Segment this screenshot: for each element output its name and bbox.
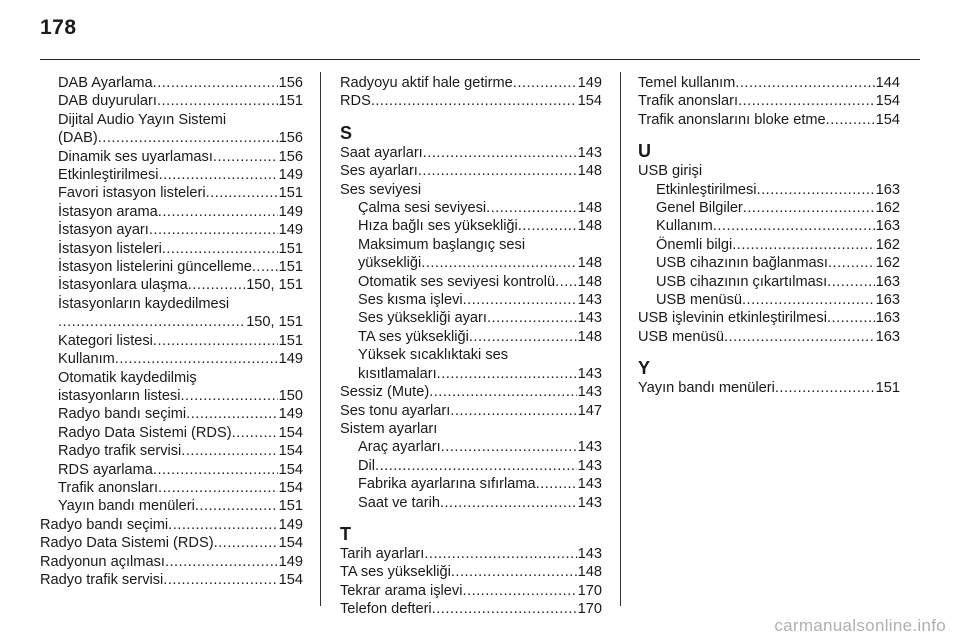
page-reference[interactable]: 170 (577, 582, 602, 599)
entry-text: Ses seviyesi (340, 181, 422, 198)
page-reference[interactable]: 154 (278, 535, 303, 552)
index-column-2 (340, 74, 602, 619)
index-entry (638, 273, 900, 291)
entry-text: Otomatik kaydedilmiş (58, 369, 197, 386)
index-entry (40, 553, 303, 571)
index-entry (340, 92, 602, 110)
index-entry (638, 181, 900, 199)
entry-text: Radyo trafik servisi (58, 443, 182, 460)
page-reference[interactable]: 148 (577, 163, 602, 180)
dot-leader (775, 379, 875, 397)
index-entry (340, 383, 602, 401)
dot-leader (437, 365, 577, 383)
index-entry (340, 74, 602, 92)
column-divider (620, 72, 621, 606)
entry-text: Ses kısma işlevi (358, 292, 463, 309)
page-reference[interactable]: 163 (875, 292, 900, 309)
entry-text: Saat ayarları (340, 144, 423, 161)
page-reference[interactable]: 162 (875, 200, 900, 217)
entry-text: Trafik anonslarını bloke etme (638, 111, 826, 128)
entry-text: Radyo bandı seçimi (40, 516, 169, 533)
entry-text: Ses yüksekliği ayarı (358, 310, 487, 327)
index-entry (40, 479, 303, 497)
page-reference[interactable]: 156 (278, 148, 303, 165)
index-entry (40, 111, 303, 148)
index-entry (638, 379, 900, 397)
index-entry (340, 545, 602, 563)
page-reference[interactable]: 149 (278, 203, 303, 220)
page-reference[interactable]: 151 (875, 380, 900, 397)
page-reference[interactable]: 163 (875, 310, 900, 327)
dot-leader (195, 497, 278, 515)
entry-text: Favori istasyon listeleri (58, 185, 206, 202)
dot-leader (429, 383, 576, 401)
entry-text: Radyonun açılması (40, 553, 165, 570)
dot-leader (827, 273, 875, 291)
page-reference[interactable]: 151 (278, 240, 303, 257)
index-entry (638, 199, 900, 217)
index-entry (638, 291, 900, 309)
index-entry (340, 582, 602, 600)
index-column-3 (638, 74, 900, 398)
index-entry (40, 74, 303, 92)
page-reference[interactable]: 149 (278, 553, 303, 570)
entry-text: Ses ayarları (340, 163, 418, 180)
page-reference[interactable]: 154 (875, 93, 900, 110)
page-reference[interactable]: 149 (278, 406, 303, 423)
index-entry (340, 438, 602, 456)
dot-leader (180, 387, 277, 405)
page-reference[interactable]: 143 (577, 545, 602, 562)
index-column-1 (40, 74, 303, 589)
page-reference[interactable]: 154 (278, 461, 303, 478)
dot-leader (158, 479, 278, 497)
page-reference[interactable]: 156 (278, 130, 303, 147)
index-entry (40, 369, 303, 406)
page-reference[interactable]: 143 (577, 365, 602, 382)
page-reference[interactable]: 143 (577, 144, 602, 161)
index-entry (40, 92, 303, 110)
index-entry (40, 148, 303, 166)
page-reference[interactable]: 149 (278, 351, 303, 368)
entry-text: Trafik anonsları (638, 93, 739, 110)
entry-text: Önemli bilgi (656, 236, 733, 253)
index-entry (638, 111, 900, 129)
index-entry (340, 309, 602, 327)
dot-leader (735, 74, 874, 92)
dot-leader (462, 582, 576, 600)
index-entry (340, 346, 602, 383)
index-entry (340, 217, 602, 235)
index-entry (40, 332, 303, 350)
page-reference[interactable]: 170 (577, 601, 602, 618)
dot-leader (518, 217, 577, 235)
entry-text: Sistem ayarları (340, 420, 438, 437)
entry-text: Etkinleştirilmesi (58, 167, 159, 184)
index-entry (40, 405, 303, 423)
index-entry (638, 74, 900, 92)
entry-text: USB menüsü (638, 328, 724, 345)
page-reference[interactable]: 147 (577, 402, 602, 419)
dot-leader (186, 405, 277, 423)
entry-text: Temel kullanım (638, 75, 736, 91)
entry-text: Hıza bağlı ses yüksekliği (358, 218, 518, 235)
dot-leader (469, 328, 577, 346)
index-entry (340, 144, 602, 162)
entry-text: RDS ayarlama (58, 461, 153, 478)
index-letter-heading: T (340, 523, 351, 544)
index-letter-heading: S (340, 122, 353, 143)
index-entry (638, 217, 900, 235)
watermark: carmanualsonline.info (774, 616, 946, 635)
dot-leader (232, 424, 278, 442)
index-entry (638, 309, 900, 327)
dot-leader (555, 273, 577, 291)
entry-text: Yayın bandı menüleri (638, 380, 775, 397)
entry-text: Tekrar arama işlevi (340, 582, 463, 599)
dot-leader (157, 92, 278, 110)
entry-text: İstasyonlara ulaşma (58, 277, 188, 294)
page-reference[interactable]: 148 (577, 218, 602, 235)
entry-text: Fabrika ayarlarına sıfırlama (358, 476, 536, 493)
page-reference[interactable]: 151 (278, 498, 303, 515)
dot-leader (159, 166, 278, 184)
entry-text: DAB duyuruları (58, 93, 157, 110)
page-reference[interactable]: 149 (278, 516, 303, 533)
index-entry (40, 203, 303, 221)
index-entry (40, 166, 303, 184)
page-reference[interactable]: 163 (875, 328, 900, 345)
index-entry (340, 494, 602, 512)
dot-leader (450, 402, 576, 420)
entry-text: Radyo Data Sistemi (RDS) (40, 535, 214, 552)
index-entry (40, 258, 303, 276)
entry-text: Telefon defteri (340, 601, 432, 618)
index-entry (40, 221, 303, 239)
page-reference[interactable]: 149 (577, 75, 602, 91)
dot-leader (421, 254, 576, 272)
dot-leader (743, 199, 875, 217)
page-reference[interactable]: 151 (278, 93, 303, 110)
dot-leader (181, 442, 277, 460)
entry-text: İstasyon listelerini güncelleme (58, 259, 252, 276)
page-reference[interactable]: 143 (577, 384, 602, 401)
dot-leader (738, 92, 875, 110)
entry-text: istasyonların listesi (58, 387, 181, 404)
entry-text: Araç ayarları (358, 439, 441, 456)
entry-text: Sessiz (Mute) (340, 384, 430, 401)
dot-leader (153, 461, 278, 479)
page-reference[interactable]: 150, 151 (246, 314, 303, 331)
entry-text: Kullanım (58, 351, 115, 368)
entry-text: (DAB) (58, 130, 98, 147)
entry-text: Maksimum başlangıç sesi (358, 236, 526, 253)
dot-leader (158, 203, 278, 221)
entry-text: RDS (340, 93, 371, 110)
page-reference[interactable]: 144 (875, 75, 900, 91)
entry-text: TA ses yüksekliği (340, 564, 451, 581)
dot-leader (153, 74, 278, 92)
index-entry (638, 328, 900, 346)
dot-leader (463, 291, 577, 309)
page-reference[interactable]: 148 (577, 564, 602, 581)
entry-text: USB cihazının bağlanması (656, 255, 828, 272)
index-letter-heading: U (638, 141, 651, 162)
dot-leader (252, 258, 278, 276)
index-entry (40, 516, 303, 534)
index-entry (340, 199, 602, 217)
entry-text: İstasyon arama (58, 203, 158, 220)
index-entry (340, 457, 602, 475)
index-entry (40, 571, 303, 589)
page-reference[interactable]: 143 (577, 494, 602, 511)
entry-text: Dinamik ses uyarlaması (58, 148, 213, 165)
dot-leader (826, 111, 875, 129)
page-reference[interactable]: 149 (278, 167, 303, 184)
index-entry (638, 162, 900, 180)
index-entry (340, 600, 602, 618)
page-reference[interactable]: 143 (577, 310, 602, 327)
index-entry (40, 240, 303, 258)
index-entry (638, 254, 900, 272)
dot-leader (214, 534, 278, 552)
entry-text: Radyoyu aktif hale getirme (340, 75, 513, 91)
entry-text: Genel Bilgiler (656, 200, 743, 217)
page-reference[interactable]: 163 (875, 181, 900, 198)
entry-text: DAB Ayarlama (58, 75, 153, 91)
entry-text: USB girişi (638, 163, 703, 180)
entry-text: USB menüsü (656, 292, 742, 309)
index-entry (340, 273, 602, 291)
page-reference[interactable]: 154 (278, 443, 303, 460)
page-reference[interactable]: 148 (577, 273, 602, 290)
dot-leader (206, 184, 278, 202)
entry-text: USB cihazının çıkartılması (656, 273, 828, 290)
dot-leader (168, 516, 277, 534)
dot-leader (757, 181, 875, 199)
index-entry (340, 181, 602, 199)
index-entry (40, 442, 303, 460)
dot-leader (423, 144, 577, 162)
entry-text: TA ses yüksekliği (358, 328, 469, 345)
dot-leader (451, 563, 577, 581)
entry-text: Çalma sesi seviyesi (358, 200, 487, 217)
page-reference[interactable]: 156 (278, 75, 303, 91)
index-entry (340, 291, 602, 309)
index-entry (40, 276, 303, 294)
dot-leader (188, 276, 245, 294)
entry-text: Ses tonu ayarları (340, 402, 451, 419)
page-reference[interactable]: 151 (278, 332, 303, 349)
page-reference[interactable]: 154 (278, 571, 303, 588)
index-entry (638, 236, 900, 254)
dot-leader (828, 254, 875, 272)
page-reference[interactable]: 148 (577, 328, 602, 345)
header-rule (40, 59, 920, 60)
index-entry (340, 162, 602, 180)
dot-leader (418, 162, 577, 180)
page-reference[interactable]: 151 (278, 185, 303, 202)
dot-leader (213, 148, 278, 166)
dot-leader (165, 553, 278, 571)
dot-leader (98, 129, 278, 147)
page-reference[interactable]: 162 (875, 236, 900, 253)
index-letter-heading: Y (638, 358, 651, 379)
dot-leader (375, 457, 577, 475)
dot-leader (827, 309, 875, 327)
entry-text: Yüksek sıcaklıktaki ses (358, 347, 509, 364)
page-number: 178 (40, 16, 77, 39)
page-reference[interactable]: 150 (278, 387, 303, 404)
index-entry (638, 92, 900, 110)
page-reference[interactable]: 143 (577, 292, 602, 309)
page-reference[interactable]: 154 (577, 93, 602, 110)
page-reference[interactable]: 150, 151 (246, 277, 303, 294)
dot-leader (371, 92, 577, 110)
dot-leader (162, 240, 278, 258)
dot-leader (424, 545, 576, 563)
index-entry (40, 184, 303, 202)
index-entry (40, 461, 303, 479)
index-entry (340, 236, 602, 273)
entry-text: Kullanım (656, 218, 713, 235)
entry-text: Radyo Data Sistemi (RDS) (58, 424, 232, 441)
index-entry (40, 534, 303, 552)
page-reference[interactable]: 143 (577, 457, 602, 474)
page-reference[interactable]: 163 (875, 218, 900, 235)
column-divider (320, 72, 321, 606)
index-entry (340, 402, 602, 420)
page-reference[interactable]: 148 (577, 255, 602, 272)
dot-leader (513, 74, 577, 92)
index-entry (40, 295, 303, 332)
entry-text: Tarih ayarları (340, 545, 425, 562)
entry-text: İstasyon ayarı (58, 222, 149, 239)
entry-text: Kategori listesi (58, 332, 153, 349)
page-reference[interactable]: 154 (278, 479, 303, 496)
entry-text: Radyo bandı seçimi (58, 406, 187, 423)
index-entry (340, 328, 602, 346)
entry-text: Trafik anonsları (58, 479, 159, 496)
entry-text: Dil (358, 457, 376, 474)
entry-text: Yayın bandı menüleri (58, 498, 195, 515)
page-reference[interactable]: 143 (577, 476, 602, 493)
page-reference[interactable]: 162 (875, 255, 900, 272)
entry-text: Dijital Audio Yayın Sistemi (58, 111, 227, 128)
dot-leader (153, 332, 278, 350)
page-reference[interactable]: 154 (875, 111, 900, 128)
page-reference[interactable]: 148 (577, 200, 602, 217)
index-entry (340, 475, 602, 493)
dot-leader (441, 438, 577, 456)
dot-leader (713, 217, 875, 235)
page-reference[interactable]: 143 (577, 439, 602, 456)
index-entry (40, 424, 303, 442)
entry-text: İstasyon listeleri (58, 240, 162, 257)
index-entry (340, 563, 602, 581)
dot-leader (115, 350, 278, 368)
dot-leader (742, 291, 875, 309)
entry-text: USB işlevinin etkinleştirilmesi (638, 310, 827, 327)
dot-leader (486, 199, 577, 217)
page-reference[interactable]: 163 (875, 273, 900, 290)
dot-leader (440, 494, 577, 512)
dot-leader (149, 221, 278, 239)
entry-text: Radyo trafik servisi (40, 571, 164, 588)
dot-leader (487, 309, 577, 327)
entry-text: Saat ve tarih (358, 494, 440, 511)
index-entry (340, 420, 602, 438)
entry-text: Otomatik ses seviyesi kontrolü (358, 273, 556, 290)
dot-leader (58, 313, 245, 331)
entry-text: kısıtlamaları (358, 365, 437, 382)
dot-leader (732, 236, 874, 254)
index-entry (40, 497, 303, 515)
dot-leader (163, 571, 277, 589)
entry-text: Etkinleştirilmesi (656, 181, 757, 198)
page-reference[interactable]: 151 (278, 259, 303, 276)
index-entry (40, 350, 303, 368)
page-reference[interactable]: 149 (278, 222, 303, 239)
dot-leader (724, 328, 875, 346)
dot-leader (536, 475, 577, 493)
page-reference[interactable]: 154 (278, 424, 303, 441)
entry-text: yüksekliği (358, 255, 422, 272)
entry-text: İstasyonların kaydedilmesi (58, 295, 230, 312)
dot-leader (432, 600, 577, 618)
